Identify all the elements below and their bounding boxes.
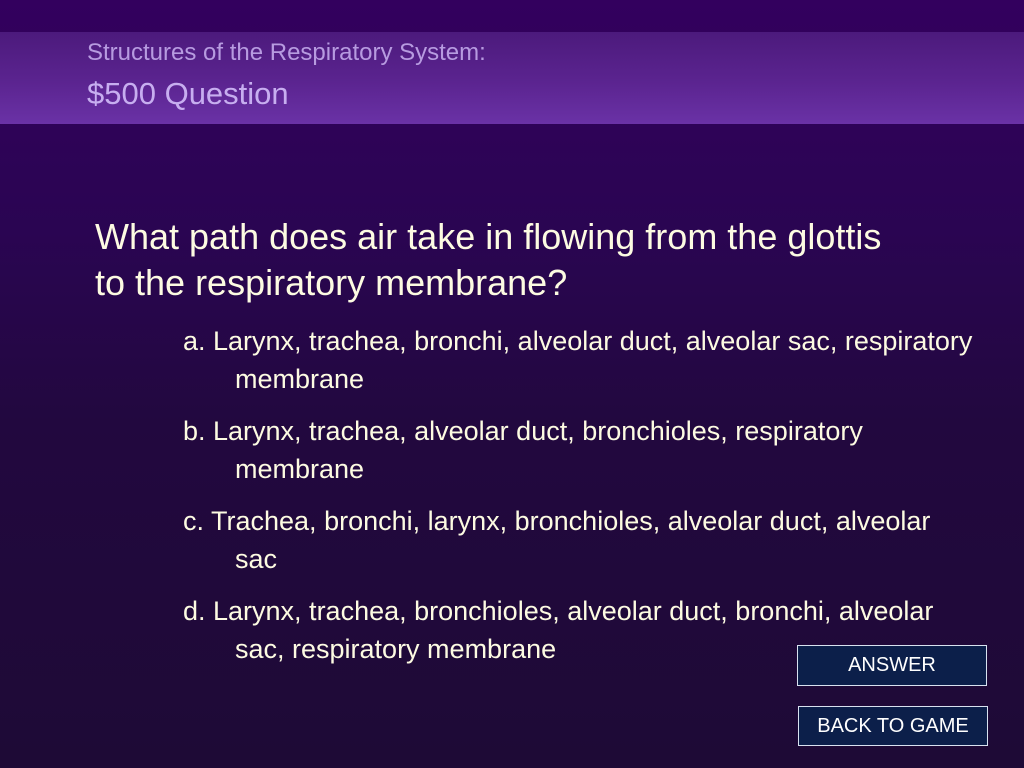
option-a: a. Larynx, trachea, bronchi, alveolar duct, alveolar sac, respiratory membrane	[183, 326, 973, 394]
slide-title: Structures of the Respiratory System:	[87, 39, 486, 66]
answer-options	[183, 322, 973, 682]
option-c: c. Trachea, bronchi, larynx, bronchioles, alveolar duct, alveolar sac	[183, 506, 931, 574]
option-b: b. Larynx, trachea, alveolar duct, bronchioles, respiratory membrane	[183, 416, 863, 484]
question-text: What path does air take in flowing from the glottis to the respiratory membrane?	[95, 216, 882, 303]
answer-button[interactable]: ANSWER	[797, 645, 987, 686]
option-d: d. Larynx, trachea, bronchioles, alveolar duct, bronchi, alveolar sac, respiratory membrane	[183, 596, 934, 664]
slide-subtitle: $500 Question	[87, 76, 289, 111]
back-to-game-button[interactable]: BACK TO GAME	[798, 706, 988, 746]
